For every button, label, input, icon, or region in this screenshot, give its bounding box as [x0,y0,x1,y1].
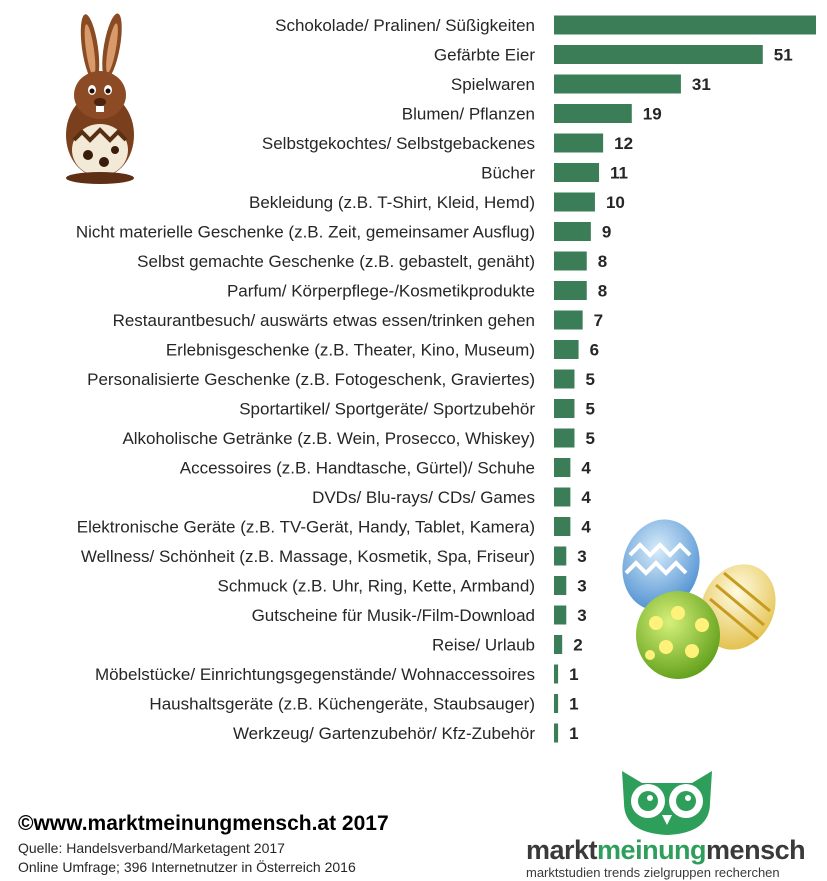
bar [554,547,566,566]
value-label: 11 [610,163,629,183]
logo-tagline: marktstudien trends zielgruppen recherchen [526,865,780,880]
owl-icon [612,763,722,835]
value-label: 31 [691,75,711,94]
bar [554,163,599,182]
value-label: 10 [605,193,625,212]
category-label: Accessoires (z.B. Handtasche, Gürtel)/ Schuhe [179,458,535,478]
value-label: 1 [569,694,579,714]
category-label: Haushaltsgeräte (z.B. Küchengeräte, Staubsauger) [149,694,535,714]
value-label: 5 [585,370,595,389]
value-label: 7 [593,311,604,330]
category-label: Spielwaren [450,75,535,94]
value-label: 12 [614,134,634,153]
value-label: 8 [597,281,608,301]
category-label: Parfum/ Körperpflege-/Kosmetikprodukte [226,281,535,301]
category-label: Bücher [481,163,535,183]
bar [554,311,583,330]
bar [554,193,595,212]
category-label: Werkzeug/ Gartenzubehör/ Kfz-Zubehör [232,724,535,743]
category-label: Blumen/ Pflanzen [401,104,535,124]
bar [554,281,587,300]
value-label: 4 [581,488,591,507]
bar [554,45,763,64]
bar [554,399,574,418]
bar [554,252,587,271]
brand-logo [522,763,827,881]
value-label: 19 [642,104,662,124]
chocolate-bunny-icon [60,10,145,185]
logo-wordmark [526,835,805,866]
value-label: 2 [573,635,583,655]
bar [554,635,562,654]
value-label: 8 [597,252,608,271]
value-label: 9 [601,222,612,242]
category-label: Sportartikel/ Sportgeräte/ Sportzubehör [239,399,535,419]
bar [554,104,632,123]
value-label: 4 [581,458,591,478]
value-label: 51 [773,45,793,65]
bar [554,694,558,713]
category-label: Möbelstücke/ Einrichtungsgegenstände/ Wohnaccessoires [94,665,535,684]
value-label: 3 [577,606,587,625]
value-label: 4 [581,517,591,537]
bar [554,458,570,477]
value-label: 6 [589,340,600,360]
category-label: Erlebnisgeschenke (z.B. Theater, Kino, Museum) [165,340,535,360]
value-label: 3 [577,576,587,596]
value-label: 1 [569,665,579,684]
category-label: DVDs/ Blu-rays/ CDs/ Games [312,488,535,507]
category-label: Selbstgekochtes/ Selbstgebackenes [261,134,535,153]
bar [554,340,579,359]
bar [554,429,574,448]
category-label: Schmuck (z.B. Uhr, Ring, Kette, Armband) [217,576,535,596]
bar [554,606,566,625]
logo-word-meinung: meinung [597,835,707,865]
category-label: Gutscheine für Musik-/Film-Download [251,606,535,625]
bar [554,222,591,241]
logo-word-mensch: mensch [706,835,806,865]
value-label: 5 [585,429,595,448]
easter-eggs-icon [616,515,784,683]
bar [554,488,570,507]
bar [554,576,566,595]
bar [554,724,558,743]
category-label: Restaurantbesuch/ auswärts etwas essen/trinken gehen [112,311,535,330]
category-label: Reise/ Urlaub [432,635,535,655]
bar [554,16,816,35]
bar [554,75,681,94]
bar [554,665,558,684]
survey-text: Online Umfrage; 396 Internetnutzer in Österreich 2016 [18,859,356,875]
copyright-text: ©www.marktmeinungmensch.at 2017 [18,812,389,835]
bar [554,134,603,153]
source-text: Quelle: Handelsverband/Marketagent 2017 [18,840,285,856]
category-label: Selbst gemachte Geschenke (z.B. gebastelt, genäht) [137,252,535,271]
category-label: Alkoholische Getränke (z.B. Wein, Prosecco, Whiskey) [122,429,535,448]
category-label: Nicht materielle Geschenke (z.B. Zeit, gemeinsamer Ausflug) [75,222,535,242]
value-label: 5 [585,399,595,419]
category-label: Bekleidung (z.B. T-Shirt, Kleid, Hemd) [249,193,535,212]
value-label: 3 [577,547,587,566]
category-label: Elektronische Geräte (z.B. TV-Gerät, Handy, Tablet, Kamera) [76,517,535,537]
bar [554,517,570,536]
category-label: Personalisierte Geschenke (z.B. Fotogeschenk, Graviertes) [87,370,535,389]
category-label: Schokolade/ Pralinen/ Süßigkeiten [275,16,535,35]
logo-word-markt: markt [526,835,598,865]
value-label: 1 [569,724,579,743]
bar [554,370,574,389]
category-label: Gefärbte Eier [433,45,535,65]
category-label: Wellness/ Schönheit (z.B. Massage, Kosmetik, Spa, Friseur) [80,547,535,566]
